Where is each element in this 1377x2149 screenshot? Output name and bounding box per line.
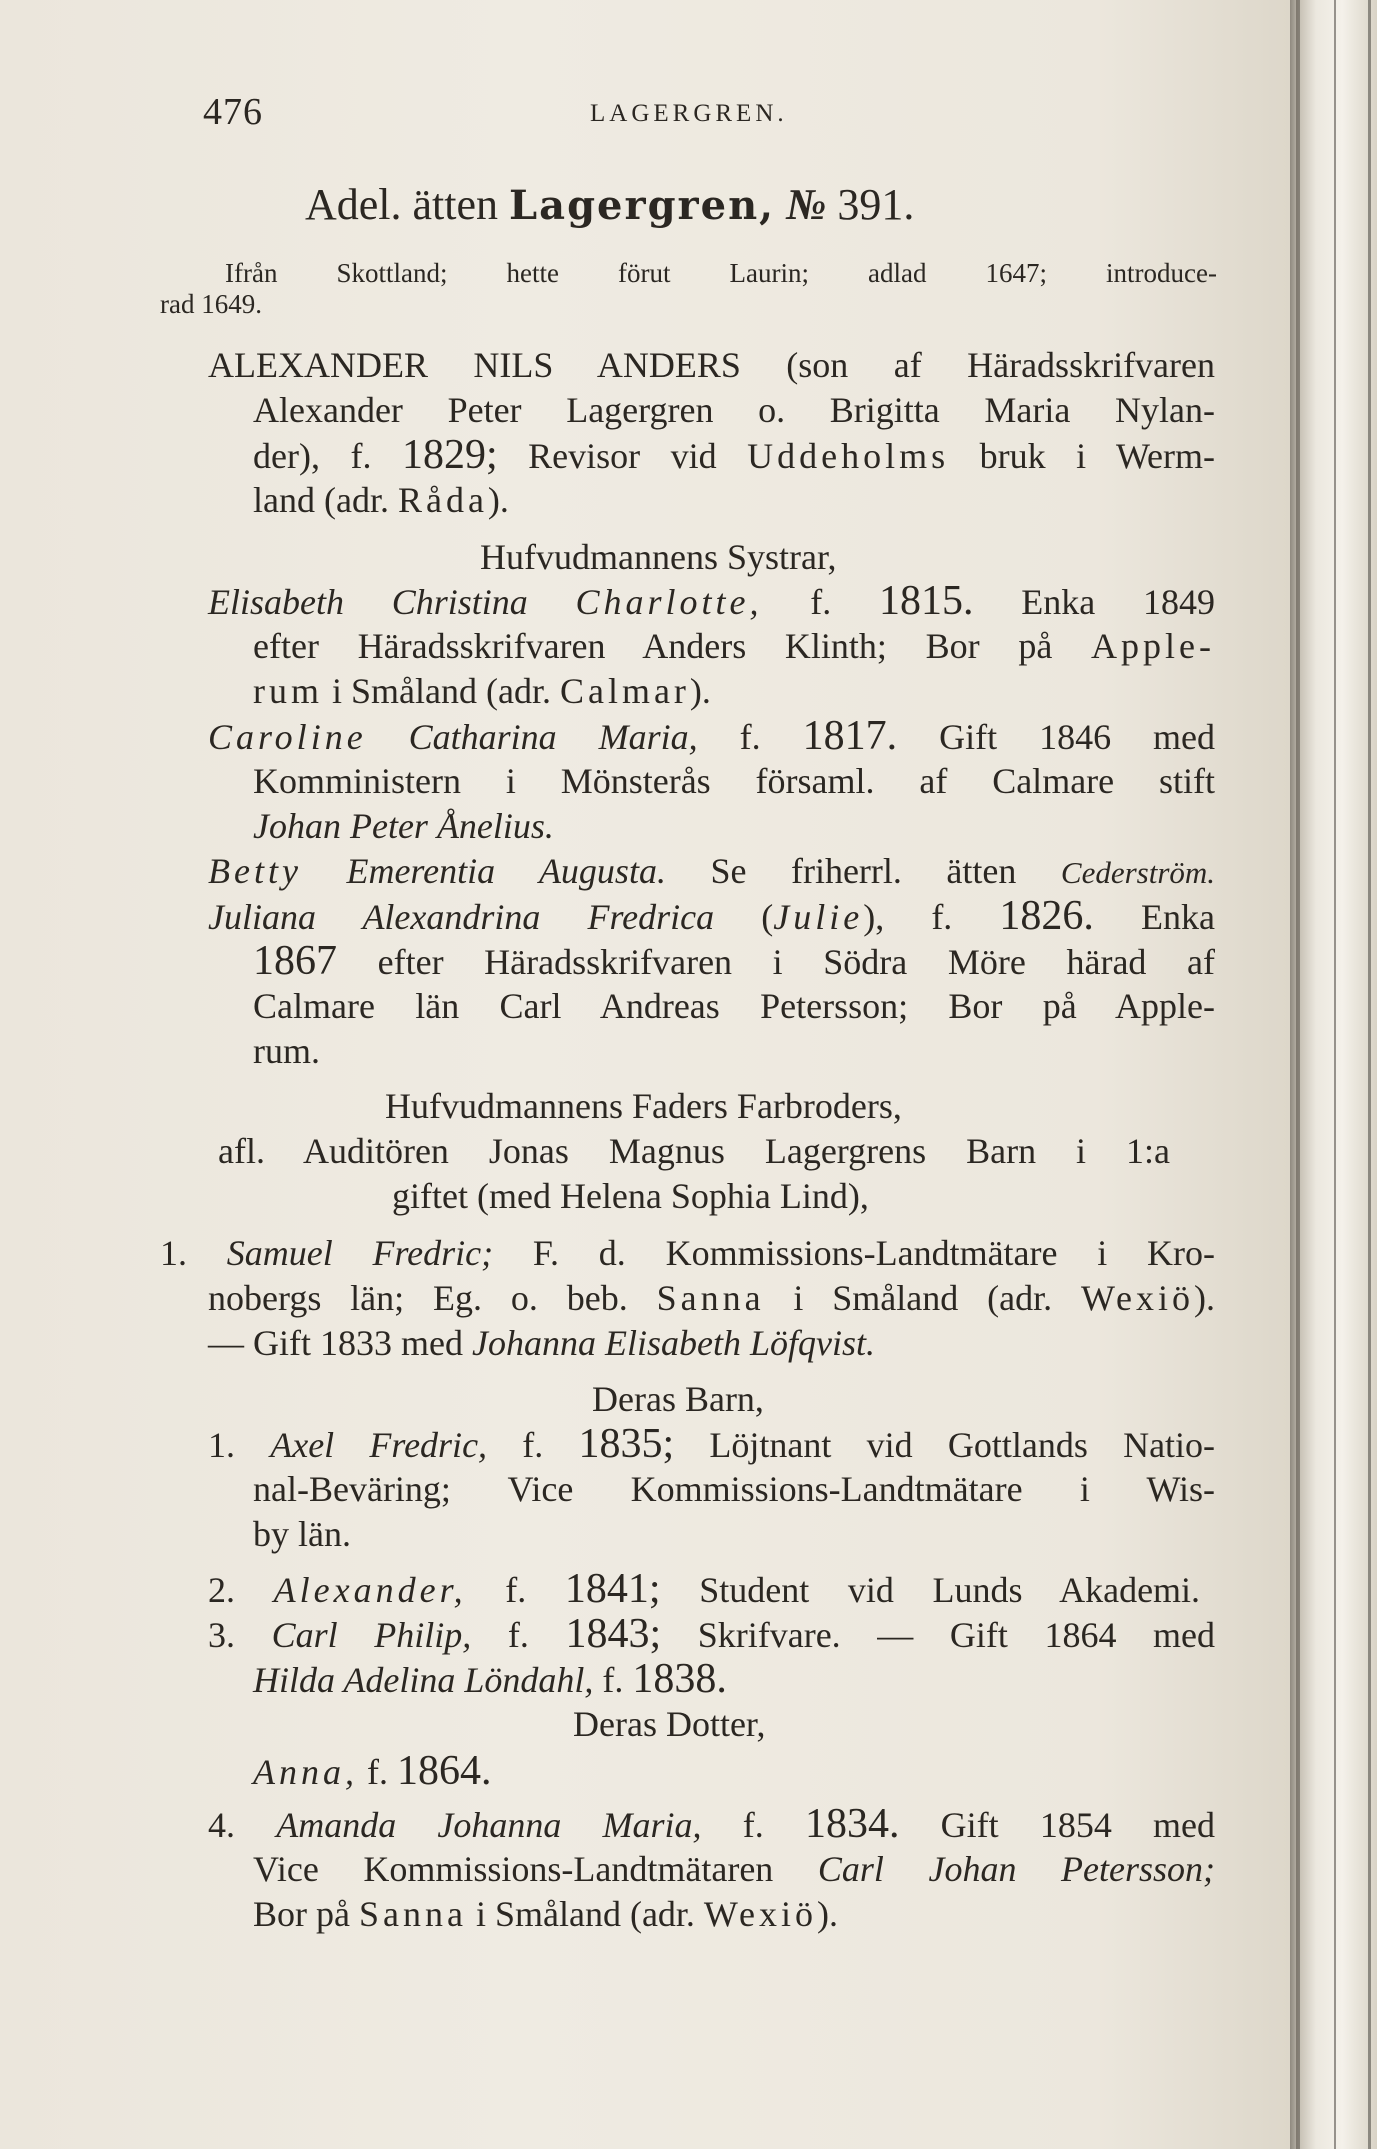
family-title (305, 180, 914, 231)
cross-reference: Cederström. (1060, 855, 1216, 890)
person-nickname: Julie (773, 897, 864, 937)
person-name: Axel Fredric, (270, 1425, 488, 1465)
entry-betty (208, 850, 1215, 894)
text: Gift 1854 med (940, 1805, 1216, 1845)
person-name: Caroline (208, 717, 367, 757)
entry-elisabeth-line-2 (253, 625, 1215, 667)
entry-caroline-line-1 (208, 715, 1215, 758)
person-name: Alexander, (273, 1570, 467, 1610)
text: ). (689, 671, 711, 711)
entry-anna (253, 1750, 492, 1793)
text: ). (1194, 1278, 1216, 1318)
year: 1867 (253, 938, 337, 984)
person-name: Christina (391, 582, 528, 622)
uncles-line-2: afl. Auditören Jonas Magnus Lagergrens Barn i 1:a (218, 1131, 1170, 1171)
entry-caroline-line-2: Komministern i Mönsterås församl. af Calmare stift (253, 761, 1215, 801)
page-edge-line (1296, 0, 1300, 2149)
head-name: ALEXANDER NILS ANDERS (208, 345, 741, 385)
text: bruk i Werm- (979, 436, 1216, 476)
title-family-name: Lagergren, (509, 182, 776, 229)
person-name: Anna, (253, 1752, 358, 1792)
running-head: LAGERGREN. (590, 100, 788, 127)
head-line-3 (253, 434, 1215, 477)
year: 1826. (999, 893, 1094, 939)
text: i Småland (adr. (332, 671, 551, 711)
text: f. (810, 582, 832, 622)
person-name: Carl Johan Petersson; (817, 1849, 1215, 1889)
person-name: Emerentia Augusta. (346, 851, 666, 891)
text: Löjtnant vid Gottlands Natio- (709, 1425, 1216, 1465)
year: 1864. (397, 1748, 492, 1794)
text: Skrifvare. — Gift 1864 med (697, 1615, 1216, 1655)
year: 1838. (632, 1656, 727, 1702)
page-edge-line (1368, 0, 1371, 2149)
text: nobergs län; Eg. o. beb. (208, 1278, 628, 1318)
place-name: Sanna (358, 1894, 467, 1934)
person-name: Samuel Fredric; (226, 1233, 494, 1273)
person-name: Elisabeth (208, 582, 344, 622)
text: f. (367, 1752, 388, 1792)
person-name: Amanda Johanna Maria, (276, 1805, 702, 1845)
intro-line: Ifrån Skottland; hette förut Laurin; adlad 1647; introduce- (225, 258, 1217, 288)
text: f. (739, 717, 761, 757)
title-prefix: Adel. ätten (305, 180, 499, 229)
place-name: Råda (397, 480, 488, 520)
intro-line: rad 1649. (160, 289, 262, 319)
entry-caroline-line-3: Johan Peter Ånelius. (253, 806, 554, 846)
year: 1834. (804, 1801, 900, 1847)
text: efter Häradsskrifvaren i Södra Möre härad af (377, 942, 1216, 982)
entry-carl-line-1 (208, 1613, 1215, 1656)
text: i Småland (adr. (475, 1894, 695, 1934)
entry-axel-line-3: by län. (253, 1514, 351, 1554)
place-name: Wexiö (703, 1894, 817, 1934)
head-line-4 (253, 479, 509, 521)
entry-alexander (208, 1568, 1200, 1611)
year: 1829; (401, 432, 498, 478)
entry-axel-line-1 (208, 1423, 1215, 1466)
place-name: Sanna (656, 1278, 765, 1318)
text: Enka (1141, 897, 1215, 937)
entry-juliana-line-4: rum. (253, 1031, 320, 1071)
text: Vice Kommissions-Landtmätaren (253, 1849, 774, 1889)
head-line-1 (208, 344, 1215, 386)
section-heading-children: Deras Barn, (592, 1379, 764, 1419)
head-parentage: (son af Häradsskrifvaren (786, 345, 1215, 385)
text: Enka 1849 (1021, 582, 1216, 622)
year: 1843; (565, 1611, 662, 1657)
head-line-2: Alexander Peter Lagergren o. Brigitta Maria Nylan- (253, 390, 1215, 430)
page-number: 476 (203, 91, 263, 133)
person-name: Charlotte, (575, 582, 763, 622)
place-name: Apple- (1091, 626, 1216, 666)
year: 1835; (578, 1421, 675, 1467)
text: Se friherrl. ätten (710, 851, 1017, 891)
entry-carl-line-2 (253, 1658, 727, 1701)
year: 1841; (564, 1566, 661, 1612)
person-name: Juliana Alexandrina Fredrica (208, 897, 715, 937)
entry-samuel-line-2 (208, 1277, 1215, 1319)
text: f. (505, 1570, 527, 1610)
page-edge-line (1334, 0, 1336, 2149)
section-heading-sisters: Hufvudmannens Systrar, (480, 537, 837, 577)
text: ). (817, 1894, 838, 1934)
year: 1815. (879, 578, 974, 624)
person-name: Carl Philip, (271, 1615, 472, 1655)
title-number: 391. (837, 180, 915, 229)
text: — Gift 1833 med (208, 1323, 463, 1363)
place-name: Wexiö (1080, 1278, 1195, 1318)
entry-samuel-line-3 (208, 1322, 875, 1364)
text: F. d. Kommissions-Landtmätare i Kro- (532, 1233, 1215, 1273)
text: Bor på (253, 1894, 350, 1934)
section-heading-uncles: Hufvudmannens Faders Farbroders, (385, 1086, 902, 1126)
person-name: Hilda Adelina Löndahl, (253, 1660, 594, 1700)
entry-juliana-line-2 (253, 940, 1215, 983)
text: efter Häradsskrifvaren Anders Klinth; Bor på (253, 626, 1053, 666)
year: 1817. (802, 713, 898, 759)
person-name: Catharina Maria, (408, 717, 698, 757)
text: f. (507, 1615, 529, 1655)
entry-number: 4. (208, 1805, 235, 1845)
section-heading-daughter: Deras Dotter, (573, 1704, 766, 1744)
entry-axel-line-2: nal-Beväring; Vice Kommissions-Landtmätare i Wis- (253, 1469, 1215, 1509)
entry-elisabeth-line-1 (208, 580, 1215, 623)
text: land (adr. (253, 480, 389, 520)
text: i Småland (adr. (793, 1278, 1053, 1318)
text: f. (522, 1425, 544, 1465)
entry-number: 2. (208, 1570, 235, 1610)
entry-number: 1. (208, 1425, 235, 1465)
place-name: rum (253, 671, 323, 711)
entry-samuel-line-1 (160, 1232, 1215, 1274)
place-name: Calmar (559, 671, 690, 711)
person-name: Johanna Elisabeth Löfqvist. (471, 1323, 875, 1363)
entry-juliana-line-3: Calmare län Carl Andreas Petersson; Bor på Apple- (253, 986, 1215, 1026)
text: Revisor vid (528, 436, 717, 476)
text: f. (742, 1805, 764, 1845)
person-name: Betty (208, 851, 302, 891)
text: der), f. (253, 436, 372, 476)
entry-number: 3. (208, 1615, 235, 1655)
entry-number: 1. (160, 1233, 187, 1273)
entry-amanda-line-2 (253, 1848, 1215, 1890)
text: Gift 1846 med (939, 717, 1216, 757)
uncles-line-3: giftet (med Helena Sophia Lind), (392, 1176, 869, 1216)
entry-amanda-line-3 (253, 1893, 838, 1935)
entry-juliana-line-1 (208, 895, 1215, 938)
text: ). (487, 480, 509, 520)
text: Student vid Lunds Akademi. (699, 1570, 1201, 1610)
place-name: Uddeholms (747, 436, 950, 476)
text: ), f. (863, 897, 953, 937)
entry-elisabeth-line-3 (253, 670, 711, 712)
entry-amanda-line-1 (208, 1803, 1215, 1846)
text: f. (602, 1660, 624, 1700)
text: ( (761, 897, 774, 937)
title-numero-sign: № (786, 180, 827, 229)
